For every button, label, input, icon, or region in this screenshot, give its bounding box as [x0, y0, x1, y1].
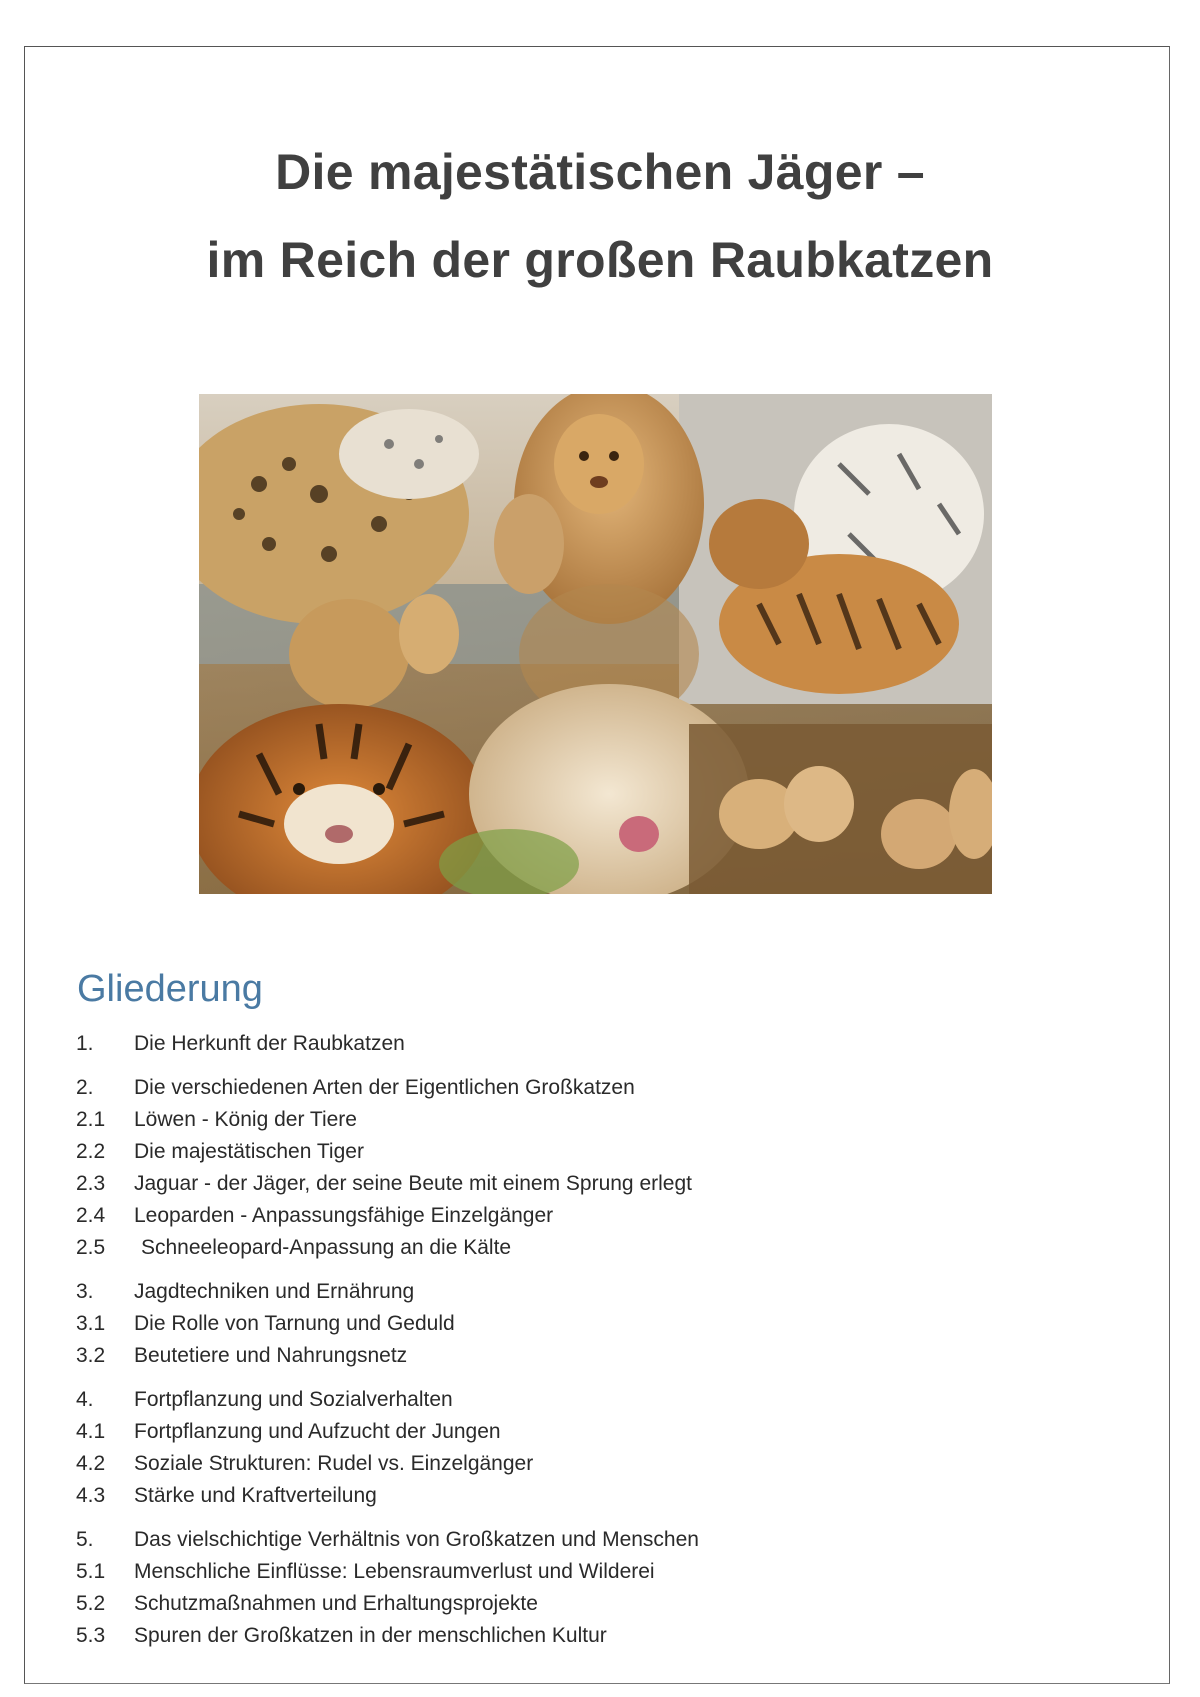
toc-number: 4.3 [76, 1484, 106, 1507]
toc-number: 1. [76, 1032, 94, 1055]
toc-number: 2.3 [76, 1172, 106, 1195]
toc-number: 2. [76, 1076, 94, 1099]
toc-number: 2.1 [76, 1108, 106, 1131]
toc-number: 2.5 [76, 1236, 106, 1259]
document-title [0, 128, 1200, 304]
title-line-2: im Reich der großen Raubkatzen [206, 232, 994, 288]
toc-number: 3. [76, 1280, 94, 1303]
toc-item [76, 1232, 1076, 1264]
table-of-contents [76, 1028, 1076, 1652]
toc-label: Leoparden - Anpassungsfähige Einzelgänger [134, 1204, 554, 1227]
toc-item [76, 1072, 1076, 1104]
big-cats-collage-image [199, 394, 992, 894]
title-line-1: Die majestätischen Jäger – [275, 144, 925, 200]
toc-item [76, 1480, 1076, 1512]
toc-item [76, 1588, 1076, 1620]
toc-label: Das vielschichtige Verhältnis von Großkatzen und Menschen [134, 1528, 699, 1551]
toc-number: 5. [76, 1528, 94, 1551]
toc-item [76, 1448, 1076, 1480]
toc-label: Die Rolle von Tarnung und Geduld [134, 1312, 455, 1335]
toc-heading: Gliederung [77, 968, 263, 1010]
toc-number: 5.1 [76, 1560, 106, 1583]
toc-label: Soziale Strukturen: Rudel vs. Einzelgänger [134, 1452, 534, 1475]
toc-item [76, 1556, 1076, 1588]
toc-label: Schutzmaßnahmen und Erhaltungsprojekte [134, 1592, 538, 1615]
toc-label: Die verschiedenen Arten der Eigentlichen Großkatzen [134, 1076, 635, 1099]
toc-item [76, 1384, 1076, 1416]
toc-item [76, 1104, 1076, 1136]
toc-item [76, 1340, 1076, 1372]
toc-number: 5.3 [76, 1624, 106, 1647]
toc-label: Jagdtechniken und Ernährung [134, 1280, 415, 1303]
toc-item [76, 1308, 1076, 1340]
toc-label: Menschliche Einflüsse: Lebensraumverlust und Wilderei [134, 1560, 655, 1583]
toc-number: 4.1 [76, 1420, 106, 1443]
toc-label: Schneeleopard-Anpassung an die Kälte [141, 1236, 512, 1259]
toc-number: 3.1 [76, 1312, 106, 1335]
toc-number: 2.2 [76, 1140, 106, 1163]
toc-item [76, 1276, 1076, 1308]
toc-label: Die Herkunft der Raubkatzen [134, 1032, 405, 1055]
toc-label: Fortpflanzung und Sozialverhalten [134, 1388, 453, 1411]
toc-item [76, 1524, 1076, 1556]
toc-label: Beutetiere und Nahrungsnetz [134, 1344, 408, 1367]
toc-item [76, 1620, 1076, 1652]
toc-number: 3.2 [76, 1344, 106, 1367]
toc-label: Löwen - König der Tiere [134, 1108, 357, 1131]
toc-label: Spuren der Großkatzen in der menschlichen Kultur [134, 1624, 607, 1647]
toc-label: Die majestätischen Tiger [134, 1140, 364, 1163]
toc-number: 4.2 [76, 1452, 106, 1475]
toc-number: 5.2 [76, 1592, 106, 1615]
toc-number: 4. [76, 1388, 94, 1411]
toc-item [76, 1168, 1076, 1200]
toc-item [76, 1416, 1076, 1448]
toc-label: Stärke und Kraftverteilung [134, 1484, 377, 1507]
toc-item [76, 1136, 1076, 1168]
toc-number: 2.4 [76, 1204, 106, 1227]
toc-label: Fortpflanzung und Aufzucht der Jungen [134, 1420, 501, 1443]
toc-item [76, 1028, 1076, 1060]
toc-label: Jaguar - der Jäger, der seine Beute mit einem Sprung erlegt [134, 1172, 692, 1195]
toc-item [76, 1200, 1076, 1232]
